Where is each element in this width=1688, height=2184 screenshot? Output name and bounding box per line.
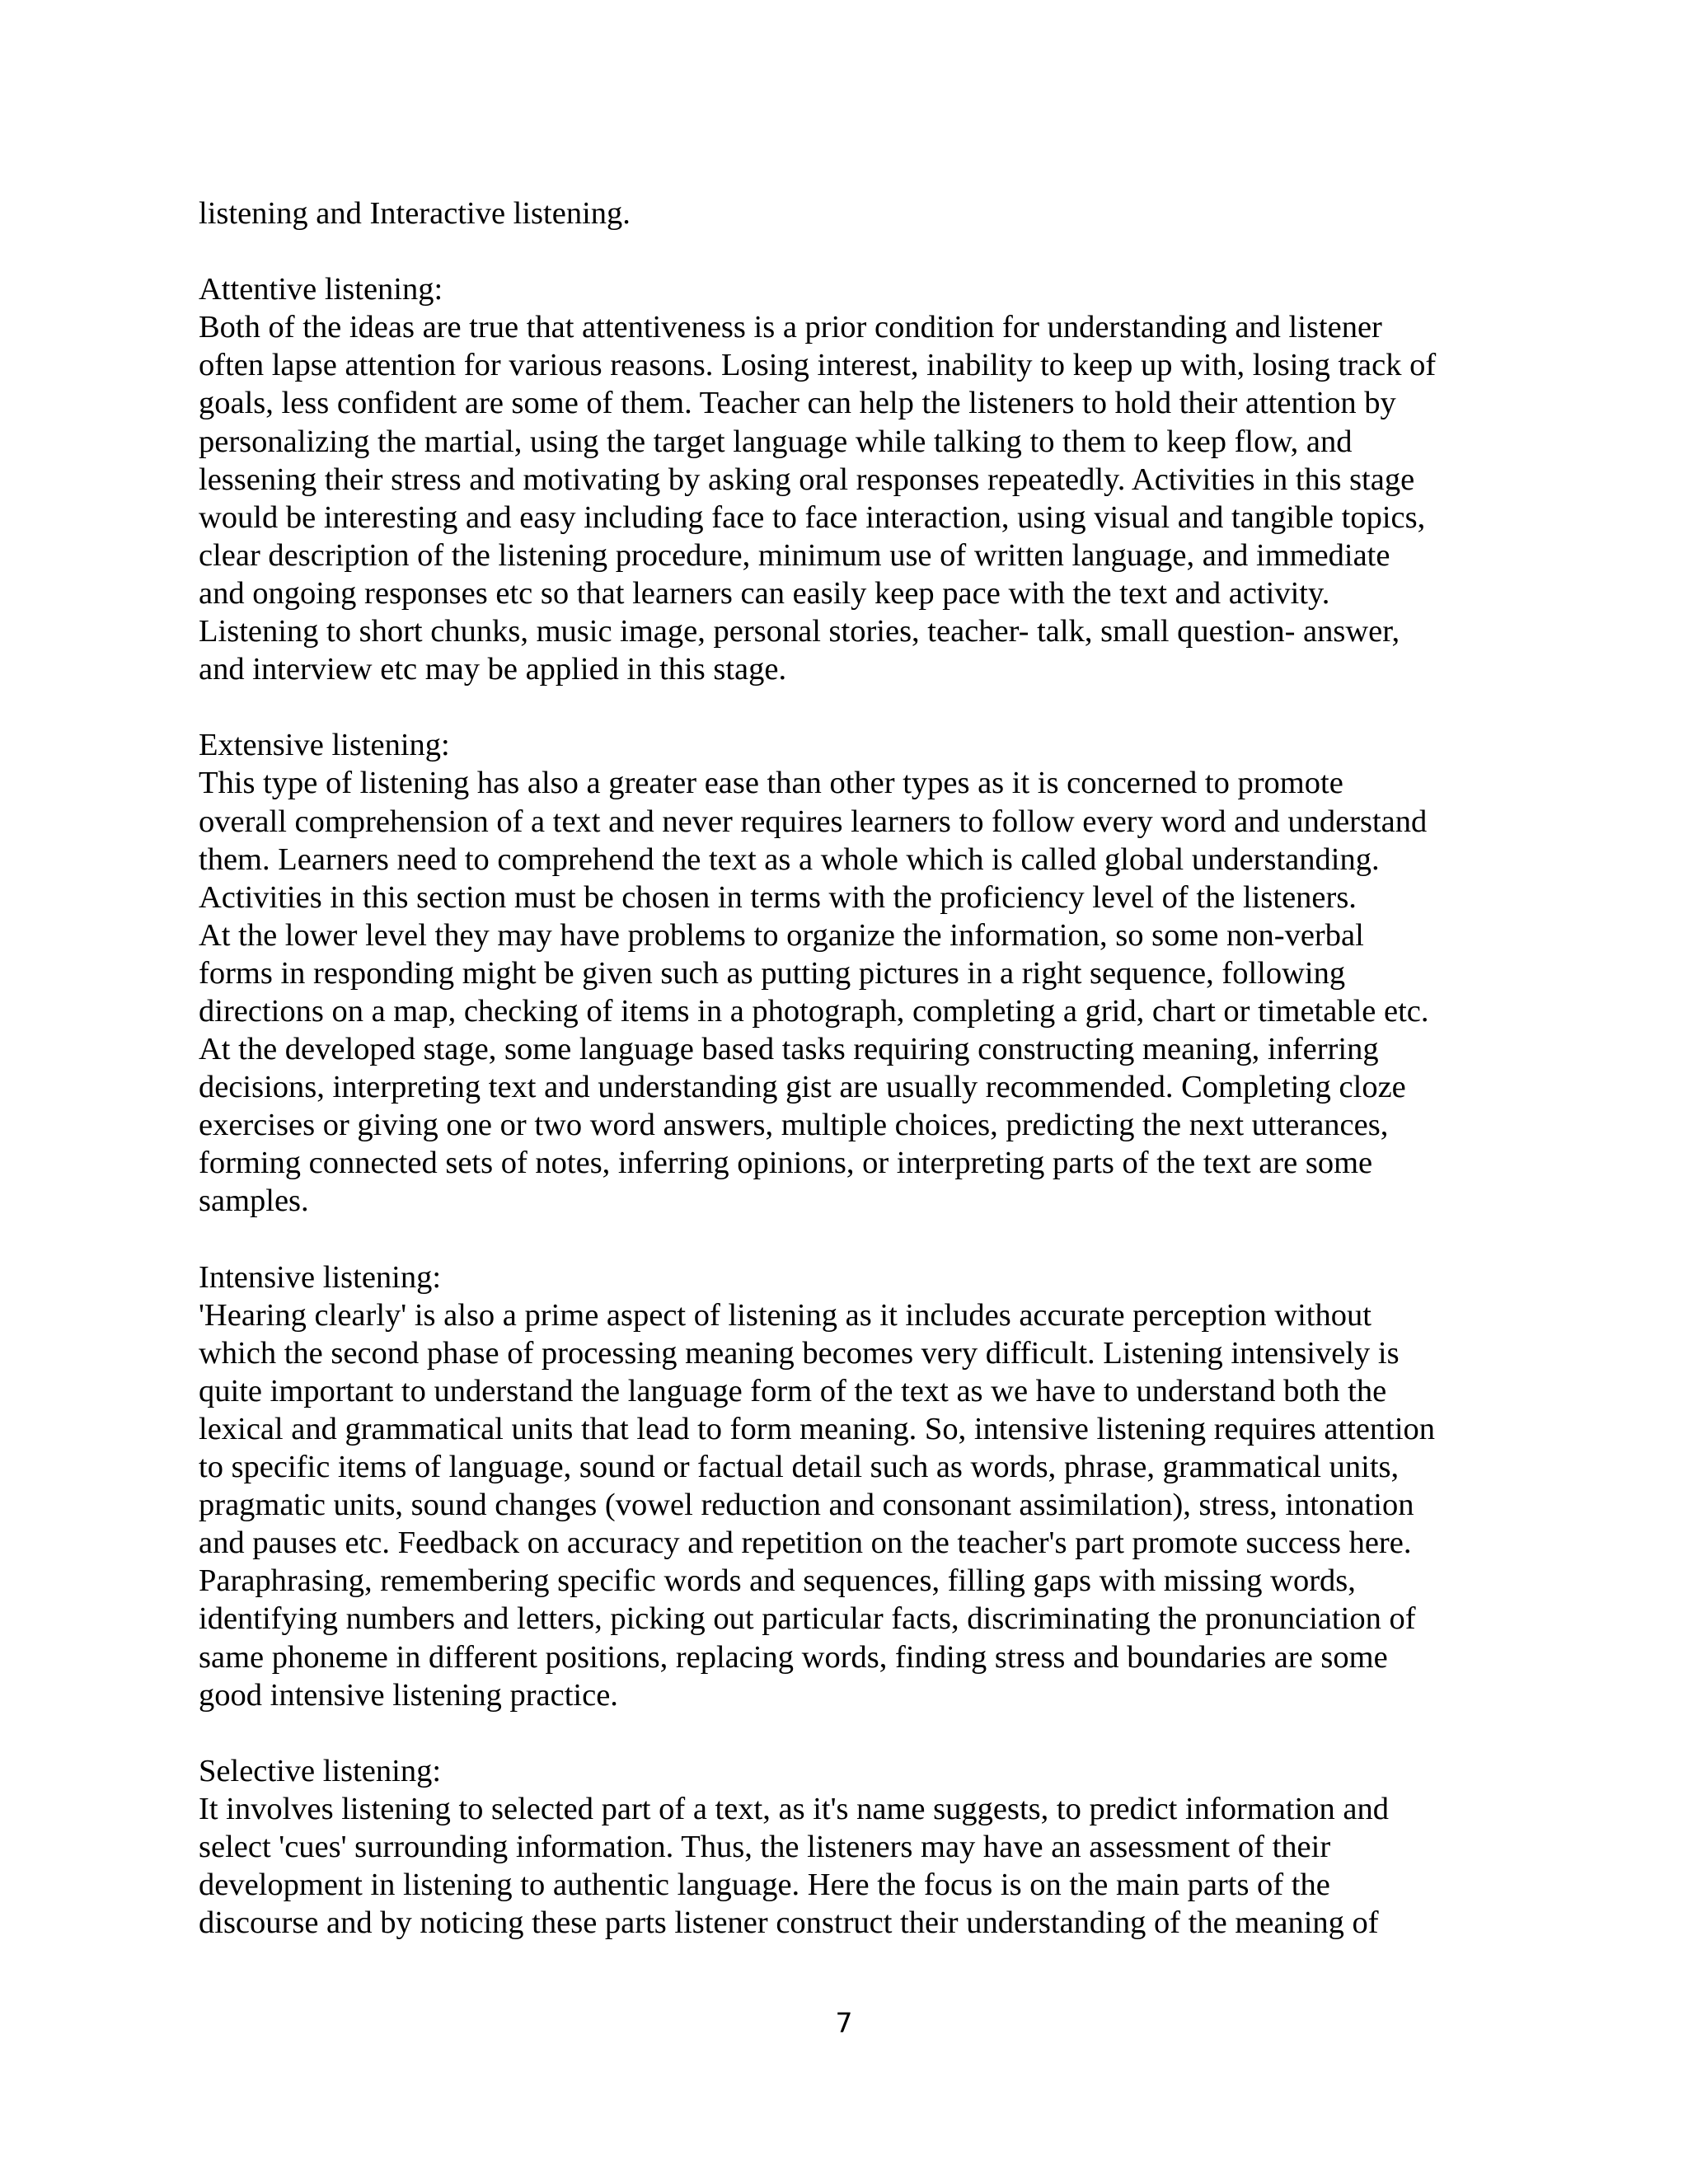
text-line: directions on a map, checking of items in a photograph, completing a grid, chart or timetable etc. xyxy=(199,993,1429,1029)
text-line: 'Hearing clearly' is also a prime aspect of listening as it includes accurate perception without xyxy=(199,1297,1372,1333)
text-line: lexical and grammatical units that lead to form meaning. So, intensive listening requires attention xyxy=(199,1412,1436,1446)
text-line: select 'cues' surrounding information. Thus, the listeners may have an assessment of their xyxy=(199,1830,1331,1865)
text-line: to specific items of language, sound or factual detail such as words, phrase, grammatical units, xyxy=(199,1450,1400,1485)
text-line: exercises or giving one or two word answers, multiple choices, predicting the next utterances, xyxy=(199,1108,1389,1143)
text-line: Both of the ideas are true that attentiveness is a prior condition for understanding and listener xyxy=(199,310,1382,345)
text-line: Paraphrasing, remembering specific words and sequences, filling gaps with missing words, xyxy=(199,1563,1356,1599)
text-line: pragmatic units, sound changes (vowel reduction and consonant assimilation), stress, intonation xyxy=(199,1488,1414,1523)
text-line: clear description of the listening procedure, minimum use of written language, and immediate xyxy=(199,537,1390,573)
paragraph-gap xyxy=(199,688,1501,726)
section-heading: Attentive listening: xyxy=(199,272,443,307)
text-line: often lapse attention for various reasons. Losing interest, inability to keep up with, losing track of xyxy=(199,348,1437,383)
page-body xyxy=(199,194,1501,1942)
text-line: quite important to understand the language form of the text as we have to understand both the xyxy=(199,1373,1387,1408)
section-attentive-listening xyxy=(199,270,1501,688)
text-line: At the developed stage, some language based tasks requiring constructing meaning, inferring xyxy=(199,1032,1379,1067)
text-line: and interview etc may be applied in this stage. xyxy=(199,652,787,687)
text-line: and ongoing responses etc so that learners can easily keep pace with the text and activity. xyxy=(199,575,1330,611)
section-paragraph xyxy=(199,1790,1501,1942)
text-line: This type of listening has also a greater ease than other types as it is concerned to promote xyxy=(199,766,1343,801)
section-heading: Extensive listening: xyxy=(199,728,450,763)
section-heading: Selective listening: xyxy=(199,1753,442,1788)
paragraph-gap xyxy=(199,232,1501,270)
section-intensive-listening xyxy=(199,1258,1501,1714)
section-selective-listening xyxy=(199,1752,1501,1942)
text-line: identifying numbers and letters, picking out particular facts, discriminating the pronunciation of xyxy=(199,1601,1416,1637)
text-line: would be interesting and easy including face to face interaction, using visual and tangible topics, xyxy=(199,499,1426,535)
section-paragraph xyxy=(199,308,1501,688)
text-line: samples. xyxy=(199,1183,309,1219)
text-line: forming connected sets of notes, inferring opinions, or interpreting parts of the text are some xyxy=(199,1146,1373,1181)
text-line: It involves listening to selected part of a text, as it's name suggests, to predict information and xyxy=(199,1791,1389,1826)
section-extensive-listening xyxy=(199,726,1501,1220)
section-paragraph xyxy=(199,764,1501,1220)
intro-line: listening and Interactive listening. xyxy=(199,196,631,231)
section-heading: Intensive listening: xyxy=(199,1259,442,1295)
text-line: decisions, interpreting text and understanding gist are usually recommended. Completing cloze xyxy=(199,1070,1406,1105)
text-line: forms in responding might be given such as putting pictures in a right sequence, following xyxy=(199,955,1346,991)
text-line: goals, less confident are some of them. Teacher can help the listeners to hold their attention by xyxy=(199,386,1396,421)
text-line: Listening to short chunks, music image, personal stories, teacher- talk, small question- answer, xyxy=(199,614,1400,649)
text-line: overall comprehension of a text and never requires learners to follow every word and understand xyxy=(199,804,1428,839)
text-line: which the second phase of processing meaning becomes very difficult. Listening intensively is xyxy=(199,1335,1400,1371)
text-line: At the lower level they may have problems to organize the information, so some non-verbal xyxy=(199,917,1364,953)
text-line: and pauses etc. Feedback on accuracy and repetition on the teacher's part promote success here. xyxy=(199,1526,1412,1561)
text-line: same phoneme in different positions, replacing words, finding stress and boundaries are some xyxy=(199,1639,1388,1675)
paragraph-gap xyxy=(199,1221,1501,1258)
text-line: Activities in this section must be chosen in terms with the proficiency level of the listeners. xyxy=(199,879,1357,915)
text-line: development in listening to authentic language. Here the focus is on the main parts of the xyxy=(199,1868,1330,1903)
text-line: personalizing the martial, using the target language while talking to them to keep flow, and xyxy=(199,424,1353,459)
section-paragraph xyxy=(199,1296,1501,1714)
text-line: discourse and by noticing these parts listener construct their understanding of the meaning of xyxy=(199,1905,1379,1941)
page-number: 7 xyxy=(835,2007,853,2039)
text-line: them. Learners need to comprehend the text as a whole which is called global understanding. xyxy=(199,841,1380,877)
text-line: good intensive listening practice. xyxy=(199,1677,618,1713)
paragraph-gap xyxy=(199,1714,1501,1752)
text-line: lessening their stress and motivating by asking oral responses repeatedly. Activities in this stage xyxy=(199,462,1415,497)
